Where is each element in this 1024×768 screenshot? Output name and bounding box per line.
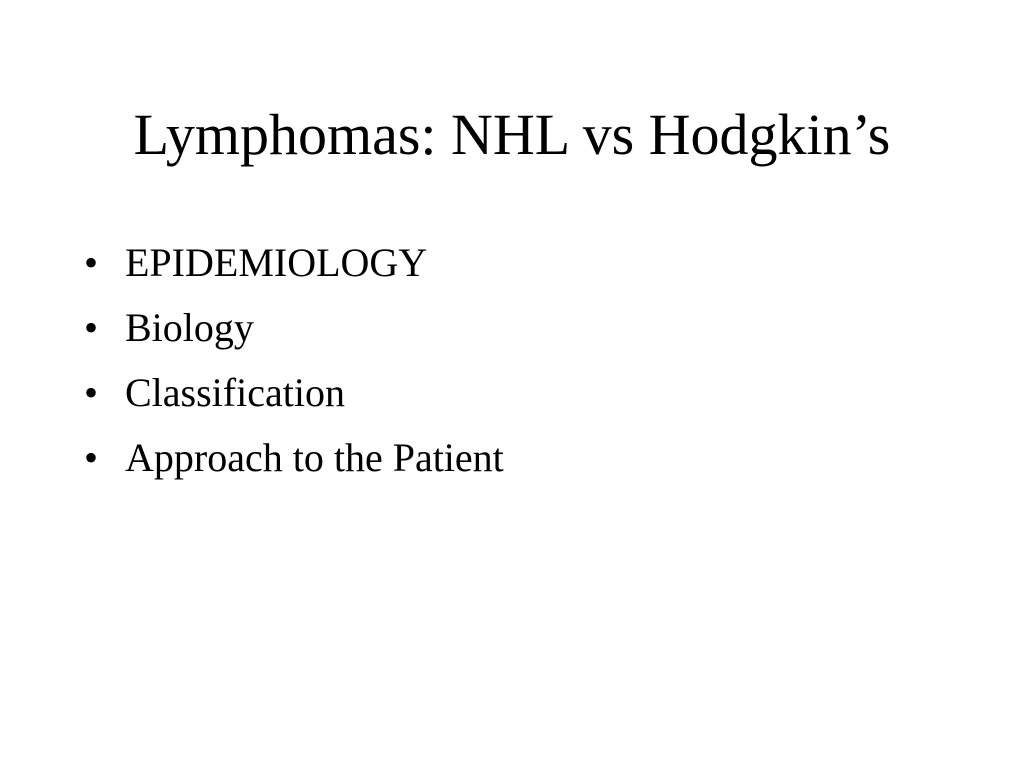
bullet-text: Approach to the Patient	[125, 435, 504, 480]
bullet-icon: •	[84, 240, 99, 285]
list-item	[84, 425, 504, 490]
bullet-text: Biology	[125, 305, 254, 350]
bullet-text: Classification	[125, 370, 345, 415]
bullet-list	[84, 230, 504, 490]
list-item	[84, 360, 504, 425]
slide-title: Lymphomas: NHL vs Hodgkin’s	[133, 102, 891, 167]
list-item	[84, 230, 504, 295]
list-item	[84, 295, 504, 360]
bullet-icon: •	[84, 305, 99, 350]
bullet-text: EPIDEMIOLOGY	[125, 240, 428, 285]
bullet-icon: •	[84, 370, 99, 415]
bullet-icon: •	[84, 435, 99, 480]
